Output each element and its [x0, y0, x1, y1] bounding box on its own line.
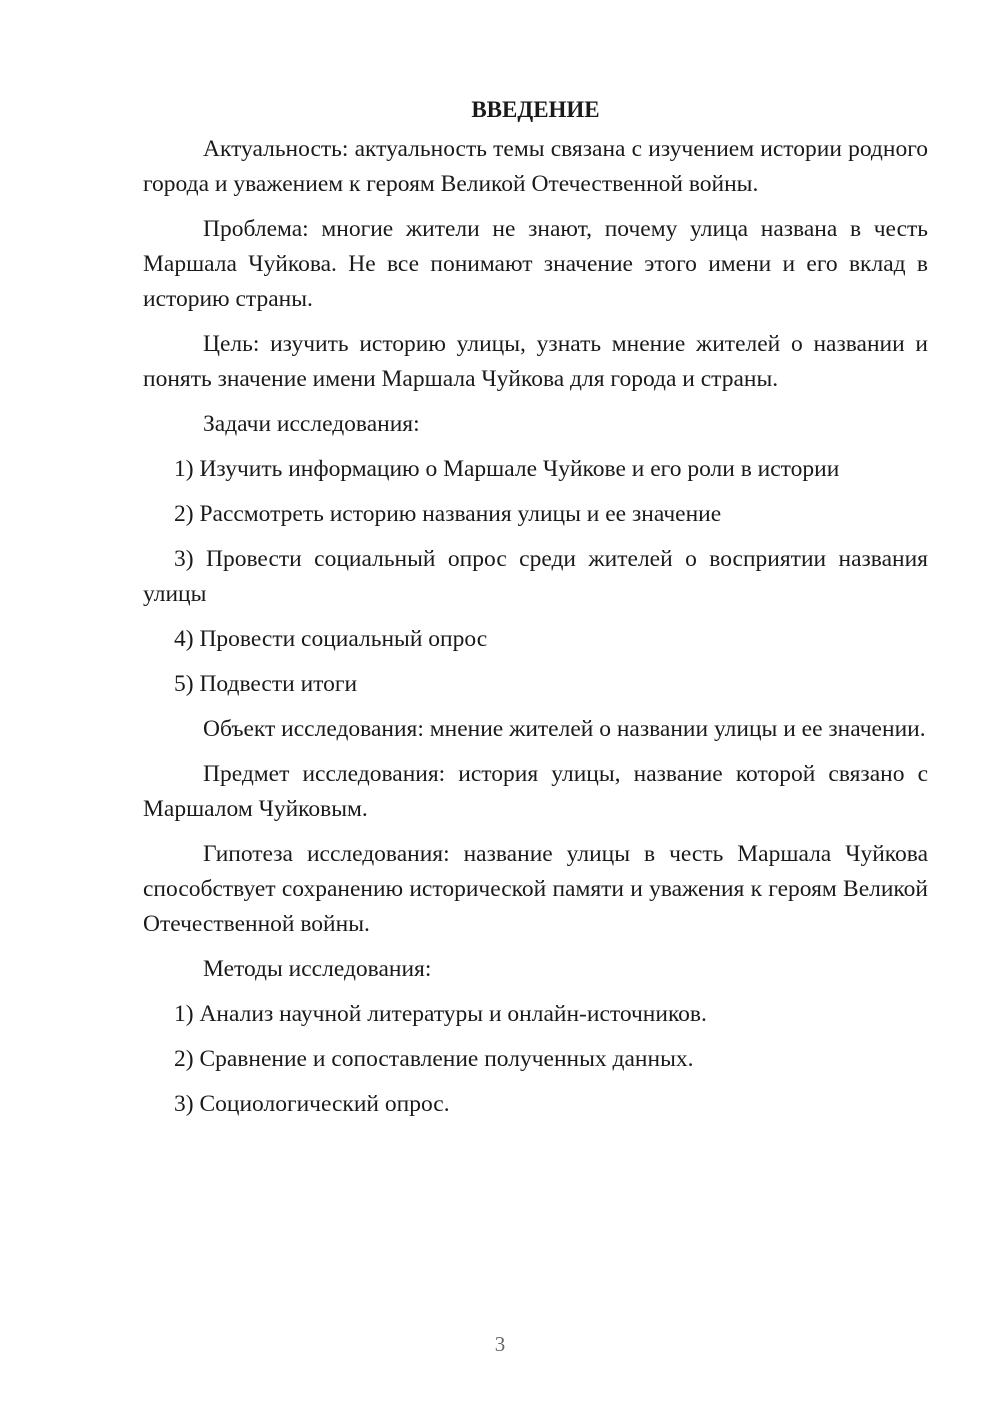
task-item: 4) Провести социальный опрос — [174, 626, 488, 652]
task-item: 1) Изучить информацию о Маршале Чуйкове и его роли в истории — [174, 456, 840, 482]
paragraph-hypothesis: Гипотеза исследования: название улицы в честь Маршала Чуйкова способствует сохранению исторической памяти и уважения к героям Великой Отечественной войны. — [143, 841, 928, 937]
paragraph-relevance: Актуальность: актуальность темы связана с изучением истории родного города и уважением к героям Великой Отечественной войны. — [143, 136, 928, 197]
method-item: 3) Социологический опрос. — [174, 1091, 450, 1117]
method-item: 2) Сравнение и сопоставление полученных данных. — [174, 1046, 694, 1072]
task-item: 3) Провести социальный опрос среди жителей о восприятии названия улицы — [143, 546, 928, 607]
page-number: 3 — [494, 1332, 506, 1356]
paragraph-object: Объект исследования: мнение жителей о названии улицы и ее значении. — [203, 716, 926, 742]
task-item: 2) Рассмотреть историю названия улицы и ее значение — [174, 501, 722, 527]
method-item: 1) Анализ научной литературы и онлайн-источников. — [174, 1001, 707, 1027]
task-item: 5) Подвести итоги — [174, 671, 358, 697]
paragraph-goal: Цель: изучить историю улицы, узнать мнение жителей о названии и понять значение имени Маршала Чуйкова для города и страны. — [143, 331, 928, 392]
paragraph-subject: Предмет исследования: история улицы, название которой связано с Маршалом Чуйковым. — [143, 761, 928, 822]
document-page — [143, 92, 928, 1132]
paragraph-tasks-heading: Задачи исследования: — [203, 411, 420, 437]
paragraph-problem: Проблема: многие жители не знают, почему улица названа в честь Маршала Чуйкова. Не все понимают значение этого имени и его вклад в историю страны. — [143, 216, 928, 312]
paragraph-methods-heading: Методы исследования: — [203, 956, 432, 982]
document-title: ВВЕДЕНИЕ — [471, 97, 600, 122]
